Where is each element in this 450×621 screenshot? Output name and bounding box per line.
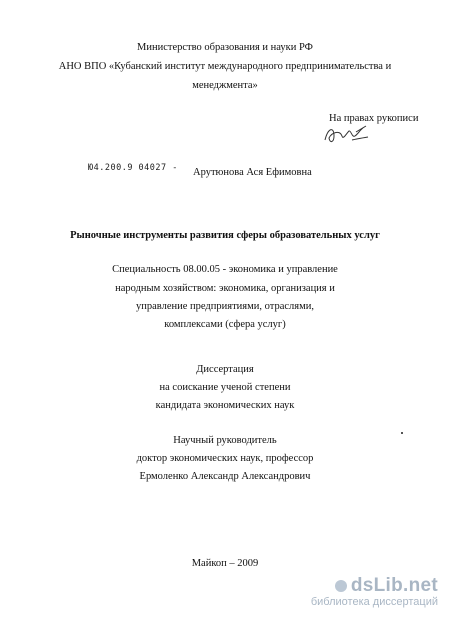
specialty-line-4: комплексами (сфера услуг) xyxy=(164,319,286,330)
degree-line-1: Диссертация xyxy=(196,364,254,375)
handwritten-signature xyxy=(322,122,372,148)
watermark-badge-icon xyxy=(335,580,347,592)
registry-stamp: Ю4.200.9 04027 - xyxy=(88,163,178,173)
watermark-subtitle: библиотека диссертаций xyxy=(310,596,438,608)
supervisor-credentials: доктор экономических наук, профессор xyxy=(136,453,314,464)
institute-line-2: менеджмента» xyxy=(192,80,258,91)
supervisor-label: Научный руководитель xyxy=(173,435,277,446)
specialty-line-2: народным хозяйством: экономика, организация и xyxy=(115,283,335,294)
watermark xyxy=(311,576,438,609)
city-year: Майкоп – 2009 xyxy=(191,558,259,569)
supervisor-name: Ермоленко Александр Александрович xyxy=(139,471,311,482)
ministry-line: Министерство образования и науки РФ xyxy=(137,42,313,53)
institute-line-1: АНО ВПО «Кубанский институт международного предпринимательства и xyxy=(58,61,392,72)
author-name: Арутюнова Ася Ефимовна xyxy=(193,167,312,178)
degree-line-3: кандидата экономических наук xyxy=(155,400,295,411)
specialty-line-3: управление предприятиями, отраслями, xyxy=(136,301,314,312)
dissertation-title: Рыночные инструменты развития сферы образовательных услуг xyxy=(70,230,380,241)
degree-line-2: на соискание ученой степени xyxy=(159,382,291,393)
rights-note: На правах рукописи xyxy=(329,113,419,124)
watermark-logo xyxy=(311,576,438,596)
watermark-logo-text: dsLib.net xyxy=(350,575,438,596)
specialty-line-1: Специальность 08.00.05 - экономика и управление xyxy=(112,264,338,275)
